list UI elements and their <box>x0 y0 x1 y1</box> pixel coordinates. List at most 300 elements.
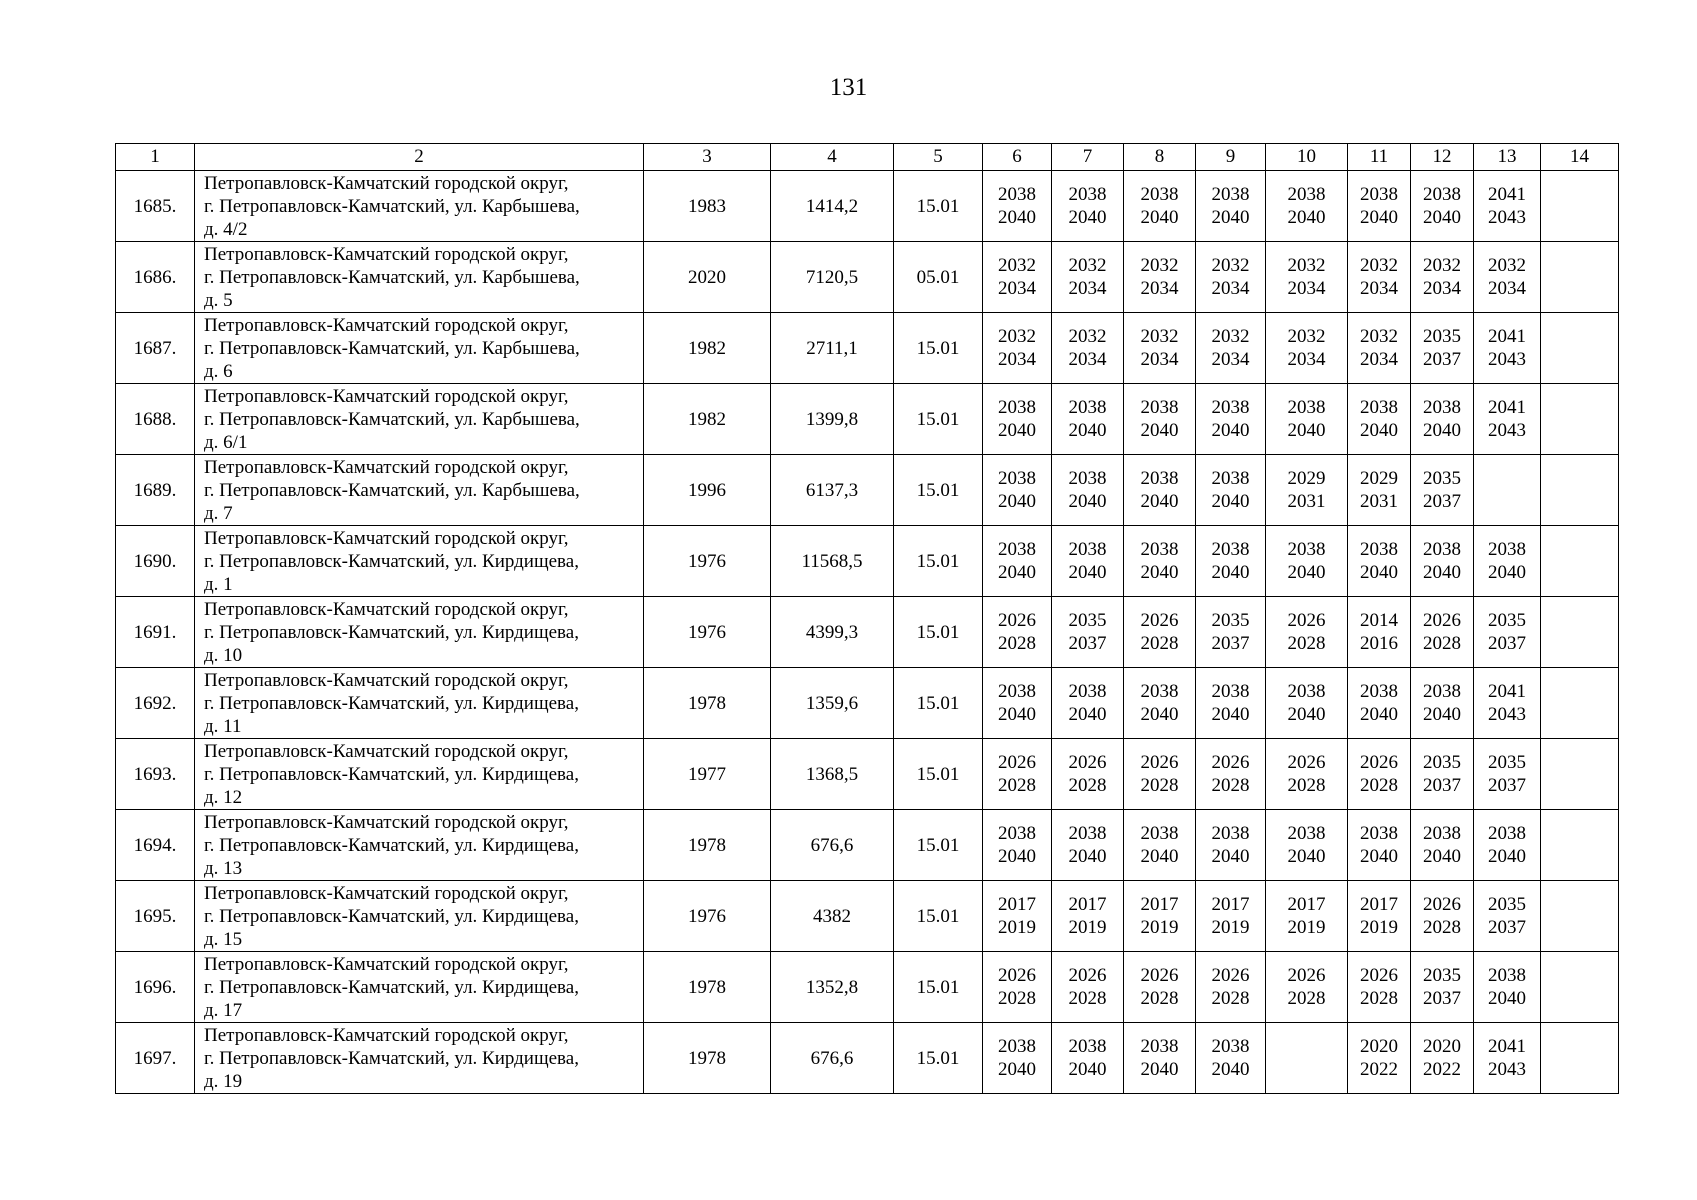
period-end-year: 2028 <box>998 633 1036 654</box>
period-cell <box>1411 526 1474 597</box>
period-cell <box>1124 668 1196 739</box>
period-start-year: 2032 <box>1140 255 1179 276</box>
address-line: Петропавловск-Камчатский городской округ, <box>204 456 569 478</box>
column-header: 11 <box>1348 144 1411 171</box>
period-end-year: 2034 <box>1287 349 1326 370</box>
table-row <box>116 526 1619 597</box>
address-cell <box>195 668 644 739</box>
period-start-year: 2038 <box>1423 397 1461 418</box>
period-cell <box>1541 455 1619 526</box>
period-start-year: 2017 <box>1360 894 1398 915</box>
period-start-year: 2032 <box>1360 326 1398 347</box>
period-end-year: 2028 <box>1360 988 1398 1009</box>
period-end-year: 2040 <box>1488 846 1526 867</box>
column-header: 4 <box>771 144 894 171</box>
address-line: г. Петропавловск-Камчатский, ул. Карбышева, <box>204 337 580 359</box>
period-start-year: 2035 <box>1423 326 1461 347</box>
address-cell <box>195 1023 644 1094</box>
address-line: Петропавловск-Камчатский городской округ, <box>204 740 569 762</box>
period-end-year: 2019 <box>1287 917 1326 938</box>
period-start-year: 2038 <box>1423 823 1461 844</box>
period-end-year: 2037 <box>1488 633 1526 654</box>
period-cell <box>1474 739 1541 810</box>
period-start-year: 2038 <box>1287 681 1326 702</box>
period-end-year: 2031 <box>1360 491 1398 512</box>
column-header: 1 <box>116 144 195 171</box>
period-start-year: 2038 <box>1287 823 1326 844</box>
period-cell <box>1541 739 1619 810</box>
period-cell <box>983 739 1052 810</box>
period-start-year: 2038 <box>1211 823 1250 844</box>
period-cell <box>1196 1023 1266 1094</box>
row-number-cell: 1692. <box>116 668 195 739</box>
period-start-year: 2035 <box>1488 610 1526 631</box>
period-cell <box>1266 313 1348 384</box>
period-start-year: 2026 <box>1068 752 1107 773</box>
period-end-year: 2028 <box>998 775 1036 796</box>
code-cell: 15.01 <box>894 455 983 526</box>
period-start-year: 2026 <box>1287 965 1326 986</box>
period-start-year: 2026 <box>1140 752 1179 773</box>
period-end-year: 2040 <box>1140 562 1179 583</box>
period-cell <box>1124 526 1196 597</box>
period-start-year: 2041 <box>1488 326 1526 347</box>
year-cell: 1978 <box>644 668 771 739</box>
period-start-year: 2038 <box>998 1036 1036 1057</box>
period-start-year: 2035 <box>1488 894 1526 915</box>
period-end-year: 2034 <box>1287 278 1326 299</box>
period-start-year: 2032 <box>1287 326 1326 347</box>
housing-registry-table <box>115 143 1619 1094</box>
period-start-year: 2035 <box>1211 610 1250 631</box>
period-cell <box>1266 242 1348 313</box>
period-start-year: 2026 <box>998 610 1036 631</box>
period-end-year: 2040 <box>1211 420 1250 441</box>
period-cell <box>1196 952 1266 1023</box>
period-start-year: 2032 <box>1068 326 1107 347</box>
address-line: д. 10 <box>204 644 243 666</box>
period-end-year: 2022 <box>1423 1059 1461 1080</box>
row-number-cell: 1691. <box>116 597 195 668</box>
period-cell <box>1052 455 1124 526</box>
address-line: д. 19 <box>204 1070 243 1092</box>
period-cell <box>1052 597 1124 668</box>
period-end-year: 2019 <box>1140 917 1179 938</box>
period-end-year: 2022 <box>1360 1059 1398 1080</box>
address-line: д. 17 <box>204 999 243 1021</box>
period-cell <box>1411 881 1474 952</box>
period-start-year: 2026 <box>1360 965 1398 986</box>
area-cell: 1414,2 <box>771 171 894 242</box>
address-line: г. Петропавловск-Камчатский, ул. Кирдищева, <box>204 621 579 643</box>
area-cell: 2711,1 <box>771 313 894 384</box>
period-end-year: 2028 <box>1068 775 1107 796</box>
period-end-year: 2040 <box>1211 846 1250 867</box>
period-end-year: 2040 <box>1423 562 1461 583</box>
address-line: д. 6 <box>204 360 233 382</box>
period-start-year: 2038 <box>1140 1036 1179 1057</box>
period-cell <box>983 810 1052 881</box>
period-start-year: 2032 <box>1140 326 1179 347</box>
period-cell <box>1052 384 1124 455</box>
period-cell <box>1266 597 1348 668</box>
period-cell <box>1348 739 1411 810</box>
period-start-year: 2026 <box>1211 965 1250 986</box>
period-cell <box>1348 455 1411 526</box>
period-start-year: 2032 <box>998 326 1036 347</box>
period-start-year: 2038 <box>1287 539 1326 560</box>
period-start-year: 2038 <box>1211 397 1250 418</box>
period-end-year: 2040 <box>1140 491 1179 512</box>
period-end-year: 2040 <box>998 846 1036 867</box>
period-cell <box>1411 1023 1474 1094</box>
period-cell <box>1348 313 1411 384</box>
period-start-year: 2017 <box>1068 894 1107 915</box>
period-cell <box>1124 242 1196 313</box>
period-end-year: 2040 <box>1423 207 1461 228</box>
period-start-year: 2038 <box>1211 1036 1250 1057</box>
period-start-year: 2038 <box>1068 397 1107 418</box>
header-row <box>116 144 1619 171</box>
period-end-year: 2040 <box>1488 562 1526 583</box>
period-end-year: 2040 <box>1360 420 1398 441</box>
period-cell <box>1124 739 1196 810</box>
period-start-year: 2038 <box>1068 468 1107 489</box>
period-cell <box>1348 881 1411 952</box>
period-cell <box>983 881 1052 952</box>
period-start-year: 2017 <box>1140 894 1179 915</box>
period-cell <box>1348 171 1411 242</box>
period-cell <box>1196 242 1266 313</box>
address-line: г. Петропавловск-Камчатский, ул. Карбышева, <box>204 479 580 501</box>
period-cell <box>1541 810 1619 881</box>
period-start-year: 2041 <box>1488 397 1526 418</box>
address-line: д. 4/2 <box>204 218 248 240</box>
period-start-year: 2038 <box>998 539 1036 560</box>
column-header: 3 <box>644 144 771 171</box>
period-cell <box>983 952 1052 1023</box>
period-start-year: 2026 <box>1287 610 1326 631</box>
period-end-year: 2043 <box>1488 420 1526 441</box>
address-line: Петропавловск-Камчатский городской округ, <box>204 598 569 620</box>
period-end-year: 2040 <box>1287 207 1326 228</box>
period-end-year: 2019 <box>1068 917 1107 938</box>
period-cell <box>983 171 1052 242</box>
period-end-year: 2040 <box>1140 704 1179 725</box>
period-end-year: 2028 <box>1140 775 1179 796</box>
period-cell <box>983 384 1052 455</box>
period-cell <box>1052 881 1124 952</box>
period-cell <box>1474 455 1541 526</box>
period-start-year: 2026 <box>998 965 1036 986</box>
period-cell <box>1474 881 1541 952</box>
address-line: д. 15 <box>204 928 243 950</box>
period-cell <box>1541 384 1619 455</box>
year-cell: 1996 <box>644 455 771 526</box>
period-end-year: 2040 <box>998 1059 1036 1080</box>
period-start-year: 2032 <box>1488 255 1526 276</box>
period-start-year: 2032 <box>1360 255 1398 276</box>
period-start-year: 2032 <box>998 255 1036 276</box>
period-start-year: 2035 <box>1068 610 1107 631</box>
area-cell: 6137,3 <box>771 455 894 526</box>
row-number-cell: 1696. <box>116 952 195 1023</box>
period-start-year: 2026 <box>1360 752 1398 773</box>
period-start-year: 2038 <box>1360 539 1398 560</box>
period-end-year: 2040 <box>1360 704 1398 725</box>
period-cell <box>1541 881 1619 952</box>
period-cell <box>1541 597 1619 668</box>
period-start-year: 2038 <box>1287 397 1326 418</box>
period-end-year: 2034 <box>998 349 1036 370</box>
period-start-year: 2038 <box>1140 468 1179 489</box>
period-start-year: 2041 <box>1488 681 1526 702</box>
period-end-year: 2037 <box>1423 491 1461 512</box>
row-number-cell: 1694. <box>116 810 195 881</box>
period-cell <box>1124 171 1196 242</box>
period-end-year: 2040 <box>1287 704 1326 725</box>
period-cell <box>1124 1023 1196 1094</box>
period-end-year: 2034 <box>1360 349 1398 370</box>
period-end-year: 2034 <box>1488 278 1526 299</box>
code-cell: 15.01 <box>894 810 983 881</box>
table-row <box>116 455 1619 526</box>
address-line: д. 6/1 <box>204 431 248 453</box>
period-end-year: 2040 <box>1068 491 1107 512</box>
period-start-year: 2038 <box>1360 681 1398 702</box>
table-row <box>116 952 1619 1023</box>
period-cell <box>1052 668 1124 739</box>
code-cell: 15.01 <box>894 313 983 384</box>
period-start-year: 2026 <box>1211 752 1250 773</box>
period-end-year: 2037 <box>1423 349 1461 370</box>
period-cell <box>1124 810 1196 881</box>
code-cell: 15.01 <box>894 881 983 952</box>
period-end-year: 2028 <box>1211 775 1250 796</box>
period-end-year: 2040 <box>1140 1059 1179 1080</box>
period-start-year: 2038 <box>1423 681 1461 702</box>
period-end-year: 2040 <box>1423 420 1461 441</box>
table-row <box>116 597 1619 668</box>
area-cell: 1352,8 <box>771 952 894 1023</box>
column-header: 12 <box>1411 144 1474 171</box>
period-end-year: 2028 <box>1423 633 1461 654</box>
period-cell <box>1411 810 1474 881</box>
period-end-year: 2040 <box>1423 704 1461 725</box>
period-end-year: 2016 <box>1360 633 1398 654</box>
period-start-year: 2038 <box>1068 1036 1107 1057</box>
period-end-year: 2040 <box>1068 1059 1107 1080</box>
period-cell <box>1052 952 1124 1023</box>
period-cell <box>1348 597 1411 668</box>
address-cell <box>195 881 644 952</box>
period-end-year: 2043 <box>1488 349 1526 370</box>
address-line: Петропавловск-Камчатский городской округ, <box>204 669 569 691</box>
area-cell: 1359,6 <box>771 668 894 739</box>
table-row <box>116 881 1619 952</box>
table-row <box>116 668 1619 739</box>
period-end-year: 2034 <box>1211 278 1250 299</box>
period-start-year: 2038 <box>1140 184 1179 205</box>
address-line: д. 5 <box>204 289 233 311</box>
period-start-year: 2035 <box>1488 752 1526 773</box>
period-end-year: 2040 <box>1140 207 1179 228</box>
address-cell <box>195 739 644 810</box>
period-end-year: 2037 <box>1211 633 1250 654</box>
period-cell <box>1474 313 1541 384</box>
period-cell <box>1124 455 1196 526</box>
code-cell: 15.01 <box>894 739 983 810</box>
period-cell <box>1052 739 1124 810</box>
area-cell: 7120,5 <box>771 242 894 313</box>
period-end-year: 2040 <box>1211 562 1250 583</box>
period-cell <box>1052 242 1124 313</box>
period-start-year: 2038 <box>1068 539 1107 560</box>
address-cell <box>195 171 644 242</box>
period-end-year: 2040 <box>998 562 1036 583</box>
period-cell <box>1266 171 1348 242</box>
period-cell <box>1196 739 1266 810</box>
period-cell <box>1474 810 1541 881</box>
period-end-year: 2034 <box>1068 349 1107 370</box>
year-cell: 2020 <box>644 242 771 313</box>
year-cell: 1978 <box>644 1023 771 1094</box>
period-cell <box>1541 668 1619 739</box>
period-start-year: 2029 <box>1287 468 1326 489</box>
period-end-year: 2031 <box>1287 491 1326 512</box>
period-end-year: 2040 <box>998 207 1036 228</box>
period-cell <box>1052 171 1124 242</box>
table-body <box>116 144 1619 1094</box>
period-cell <box>983 597 1052 668</box>
period-end-year: 2040 <box>1488 988 1526 1009</box>
period-start-year: 2017 <box>1211 894 1250 915</box>
period-start-year: 2038 <box>1068 681 1107 702</box>
period-end-year: 2037 <box>1423 775 1461 796</box>
row-number-cell: 1686. <box>116 242 195 313</box>
period-cell <box>983 1023 1052 1094</box>
period-end-year: 2040 <box>998 491 1036 512</box>
code-cell: 15.01 <box>894 171 983 242</box>
period-cell <box>983 526 1052 597</box>
period-cell <box>1348 668 1411 739</box>
period-cell <box>1411 313 1474 384</box>
period-end-year: 2028 <box>1211 988 1250 1009</box>
period-end-year: 2040 <box>1360 562 1398 583</box>
column-header: 9 <box>1196 144 1266 171</box>
address-line: г. Петропавловск-Камчатский, ул. Кирдищева, <box>204 834 579 856</box>
column-header: 14 <box>1541 144 1619 171</box>
period-cell <box>1266 455 1348 526</box>
year-cell: 1978 <box>644 810 771 881</box>
period-end-year: 2037 <box>1423 988 1461 1009</box>
period-start-year: 2014 <box>1360 610 1398 631</box>
period-cell <box>1474 526 1541 597</box>
address-line: г. Петропавловск-Камчатский, ул. Карбышева, <box>204 195 580 217</box>
period-cell <box>1266 668 1348 739</box>
row-number-cell: 1693. <box>116 739 195 810</box>
table-row <box>116 171 1619 242</box>
period-cell <box>1411 597 1474 668</box>
table-row <box>116 313 1619 384</box>
period-end-year: 2034 <box>1423 278 1461 299</box>
period-cell <box>983 242 1052 313</box>
period-cell <box>1411 384 1474 455</box>
address-cell <box>195 384 644 455</box>
address-line: Петропавловск-Камчатский городской округ, <box>204 882 569 904</box>
period-start-year: 2032 <box>1211 326 1250 347</box>
period-end-year: 2040 <box>1287 420 1326 441</box>
column-header: 5 <box>894 144 983 171</box>
period-cell <box>1348 810 1411 881</box>
period-end-year: 2019 <box>998 917 1036 938</box>
period-cell <box>1052 313 1124 384</box>
period-end-year: 2040 <box>1068 846 1107 867</box>
period-cell <box>1196 881 1266 952</box>
period-start-year: 2038 <box>1140 397 1179 418</box>
period-end-year: 2043 <box>1488 207 1526 228</box>
period-end-year: 2040 <box>1211 1059 1250 1080</box>
period-start-year: 2038 <box>1488 965 1526 986</box>
period-start-year: 2026 <box>1140 965 1179 986</box>
period-cell <box>1052 810 1124 881</box>
period-start-year: 2038 <box>1423 184 1461 205</box>
period-start-year: 2017 <box>998 894 1036 915</box>
period-start-year: 2020 <box>1360 1036 1398 1057</box>
period-start-year: 2041 <box>1488 1036 1526 1057</box>
period-cell <box>1196 526 1266 597</box>
period-cell <box>1196 384 1266 455</box>
address-line: д. 1 <box>204 573 233 595</box>
address-line: Петропавловск-Камчатский городской округ, <box>204 243 569 265</box>
period-start-year: 2038 <box>1068 823 1107 844</box>
period-start-year: 2038 <box>1211 539 1250 560</box>
period-end-year: 2028 <box>1287 633 1326 654</box>
table-row <box>116 810 1619 881</box>
period-cell <box>1541 242 1619 313</box>
period-start-year: 2035 <box>1423 468 1461 489</box>
address-line: д. 13 <box>204 857 243 879</box>
period-start-year: 2038 <box>1140 539 1179 560</box>
period-cell <box>1411 171 1474 242</box>
period-start-year: 2026 <box>1068 965 1107 986</box>
period-start-year: 2038 <box>998 681 1036 702</box>
period-end-year: 2028 <box>1360 775 1398 796</box>
code-cell: 15.01 <box>894 384 983 455</box>
period-cell <box>1124 597 1196 668</box>
period-end-year: 2040 <box>1423 846 1461 867</box>
address-line: г. Петропавловск-Камчатский, ул. Кирдищева, <box>204 1047 579 1069</box>
period-end-year: 2040 <box>1140 846 1179 867</box>
period-start-year: 2026 <box>1140 610 1179 631</box>
period-start-year: 2026 <box>1287 752 1326 773</box>
period-end-year: 2019 <box>1360 917 1398 938</box>
period-cell <box>1266 810 1348 881</box>
table-row <box>116 384 1619 455</box>
column-header: 10 <box>1266 144 1348 171</box>
address-cell <box>195 455 644 526</box>
period-cell <box>1052 1023 1124 1094</box>
address-cell <box>195 526 644 597</box>
column-header: 6 <box>983 144 1052 171</box>
period-end-year: 2037 <box>1068 633 1107 654</box>
area-cell: 1368,5 <box>771 739 894 810</box>
column-header: 8 <box>1124 144 1196 171</box>
period-end-year: 2040 <box>1360 207 1398 228</box>
period-cell <box>1348 384 1411 455</box>
row-number-cell: 1685. <box>116 171 195 242</box>
address-line: г. Петропавловск-Камчатский, ул. Кирдищева, <box>204 692 579 714</box>
